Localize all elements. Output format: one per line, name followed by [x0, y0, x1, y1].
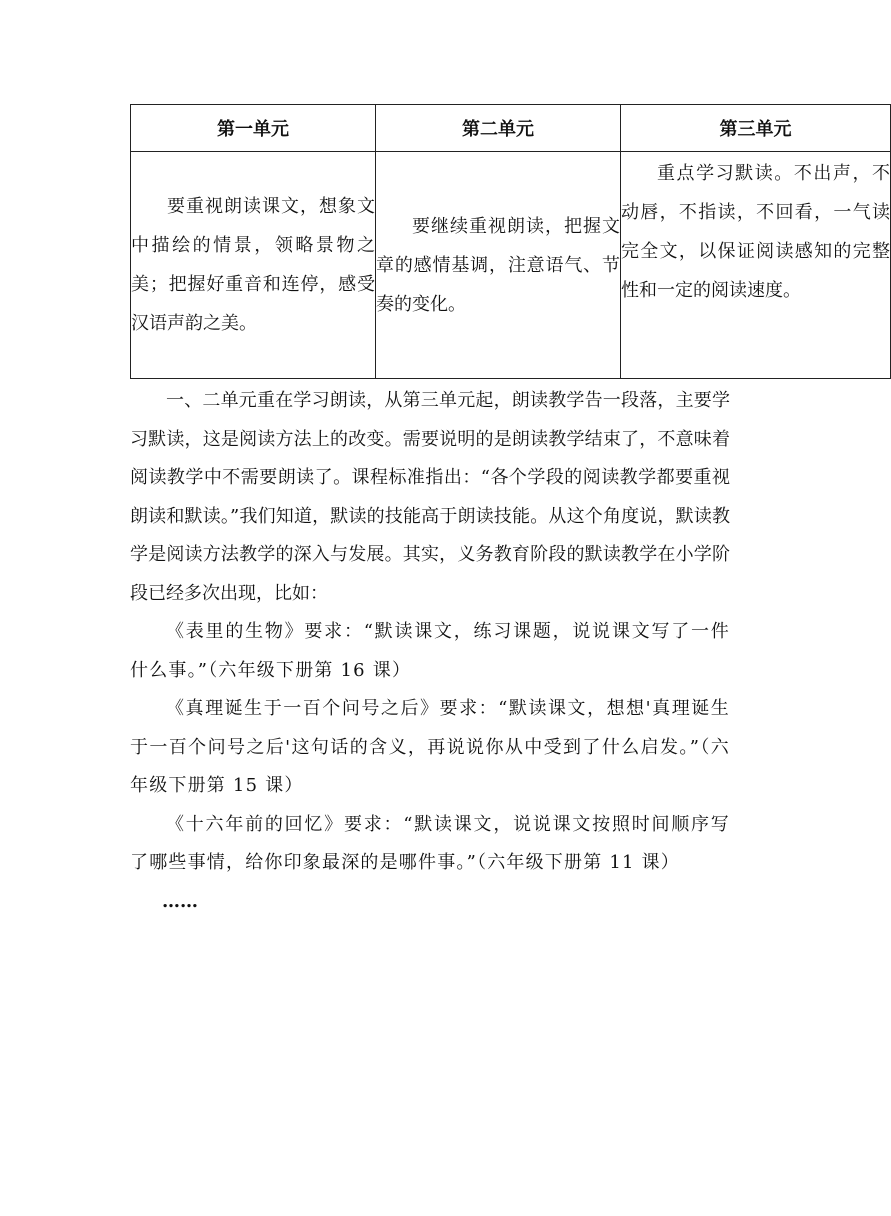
body-text [130, 382, 730, 921]
example-paragraph-1: 《表里的生物》要求：“默读课文，练习课题，说说课文写了一件什么事。”（六年级下册第 16 课） [130, 621, 730, 681]
table-row [131, 152, 891, 379]
ellipsis: …… [162, 890, 198, 912]
cell-unit-1: 要重视朗读课文，想象文中描绘的情景，领略景物之美；把握好重音和连停，感受汉语声韵之美。 [131, 152, 376, 379]
header-unit-1: 第一单元 [131, 105, 376, 152]
cell-unit-3: 重点学习默读。不出声，不动唇，不指读，不回看，一气读完全文，以保证阅读感知的完整性和一定的阅读速度。 [621, 152, 891, 379]
header-unit-3: 第三单元 [621, 105, 891, 152]
example-paragraph-2: 《真理诞生于一百个问号之后》要求：“默读课文，想想'真理诞生于一百个问号之后'这句话的含义，再说说你从中受到了什么启发。”（六年级下册第 15 课） [130, 698, 730, 796]
table-header-row [131, 105, 891, 152]
intro-paragraph: 一、二单元重在学习朗读，从第三单元起，朗读教学告一段落，主要学习默读，这是阅读方法上的改变。需要说明的是朗读教学结束了，不意味着阅读教学中不需要朗读了。课程标准指出：“各个学段的阅读教学都要重视朗读和默读。”我们知道，默读的技能高于朗读技能。从这个角度说，默读教学是阅读方法教学的深入与发展。其实，义务教育阶段的默读教学在小学阶段已经多次出现，比如： [130, 390, 730, 604]
cell-unit-2: 要继续重视朗读，把握文章的感情基调，注意语气、节奏的变化。 [376, 152, 621, 379]
units-table [130, 104, 891, 379]
example-paragraph-3: 《十六年前的回忆》要求：“默读课文，说说课文按照时间顺序写了哪些事情，给你印象最深的是哪件事。”（六年级下册第 11 课） [130, 813, 730, 873]
header-unit-2: 第二单元 [376, 105, 621, 152]
